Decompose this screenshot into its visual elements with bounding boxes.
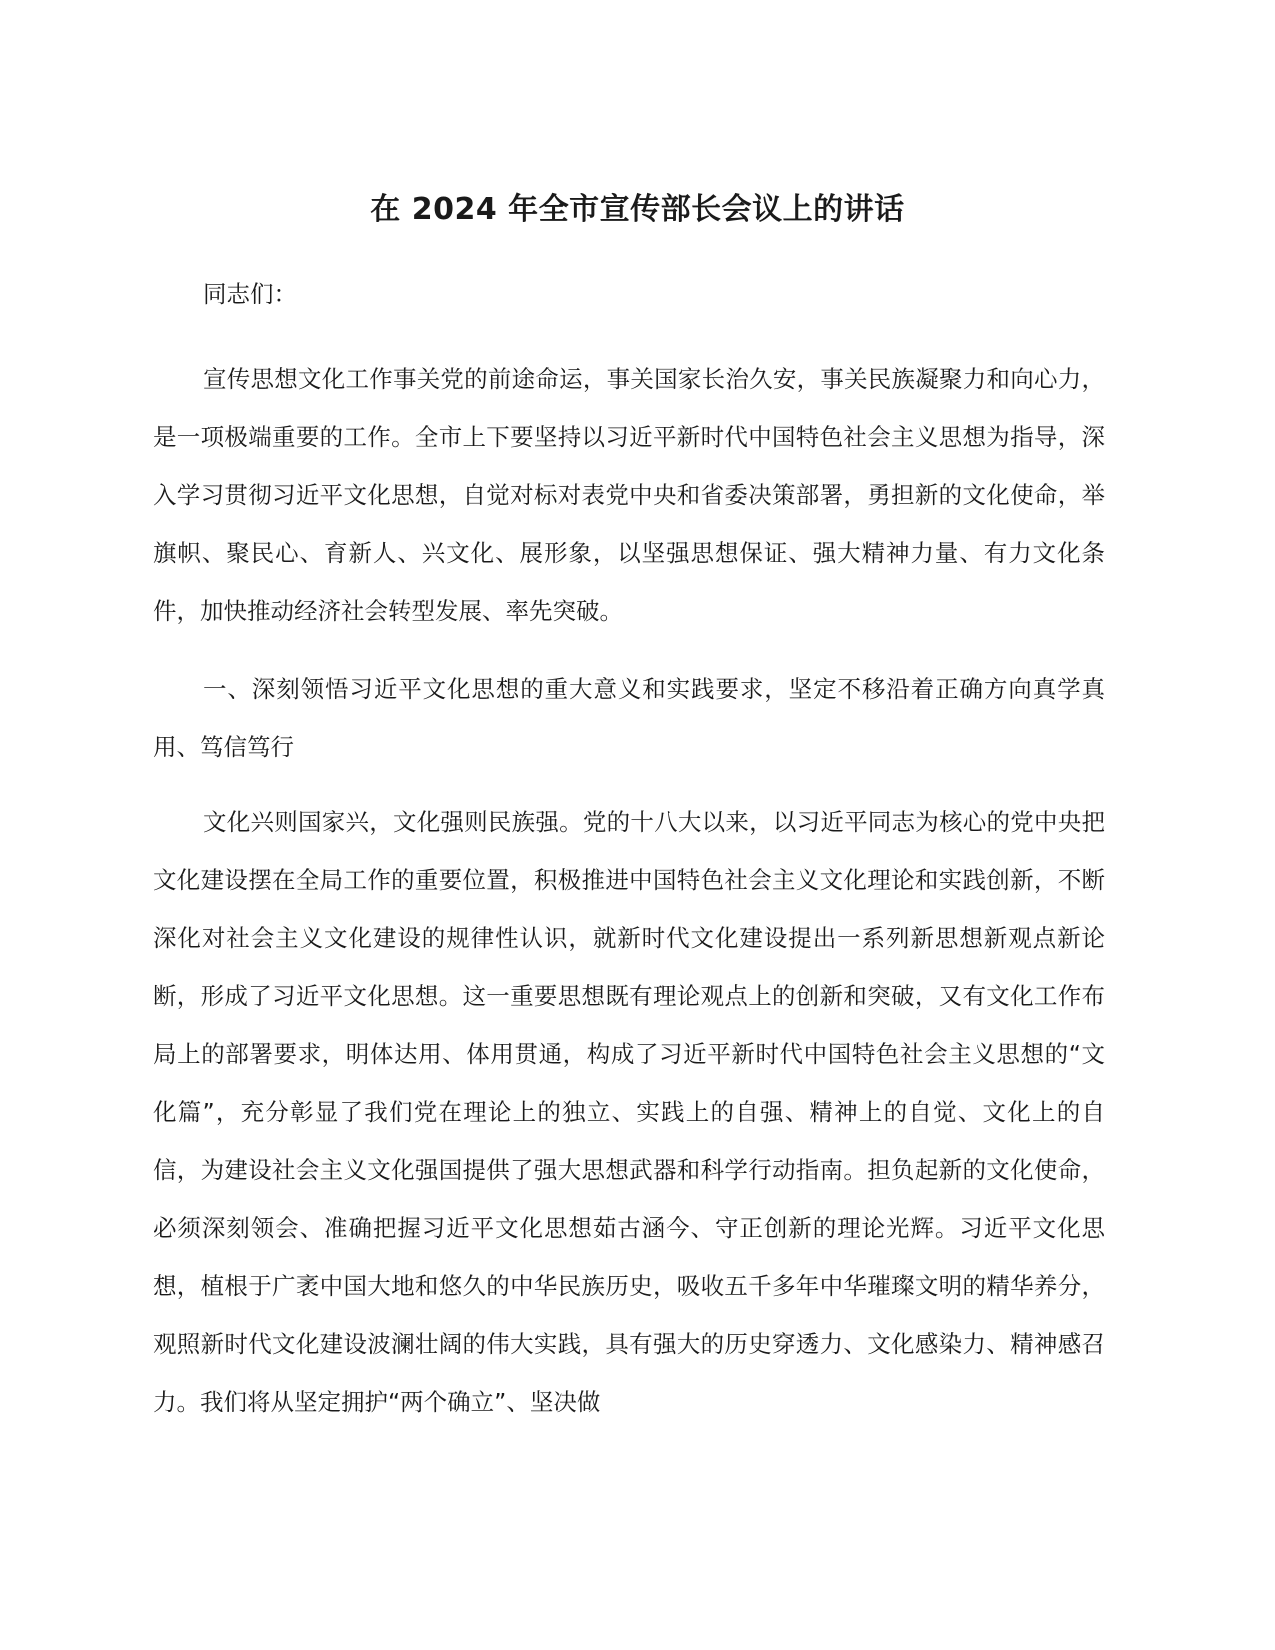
section-heading-1: 一、深刻领悟习近平文化思想的重大意义和实践要求，坚定不移沿着正确方向真学真用、笃信笃行	[153, 675, 1105, 761]
document-title: 在 2024 年全市宣传部长会议上的讲话	[370, 192, 905, 227]
salutation: 同志们：	[203, 280, 297, 308]
paragraph-culture: 文化兴则国家兴，文化强则民族强。党的十八大以来，以习近平同志为核心的党中央把文化建设摆在全局工作的重要位置，积极推进中国特色社会主义文化理论和实践创新，不断深化对社会主义文化建设的规律性认识，就新时代文化建设提出一系列新思想新观点新论断，形成了习近平文化思想。这一重要思想既有理论观点上的创新和突破，又有文化工作布局上的部署要求，明体达用、体用贯通，构成了习近平新时代中国特色社会主义思想的“文化篇”，充分彰显了我们党在理论上的独立、实践上的自强、精神上的自觉、文化上的自信，为建设社会主义文化强国提供了强大思想武器和科学行动指南。担负起新的文化使命，必须深刻领会、准确把握习近平文化思想茹古涵今、守正创新的理论光辉。习近平文化思想，植根于广袤中国大地和悠久的中华民族历史，吸收五千多年中华璀璨文明的精华养分，观照新时代文化建设波澜壮阔的伟大实践，具有强大的历史穿透力、文化感染力、精神感召力。我们将从坚定拥护“两个确立”、坚决做	[153, 808, 1105, 1416]
paragraph-intro: 宣传思想文化工作事关党的前途命运，事关国家长治久安，事关民族凝聚力和向心力，是一项极端重要的工作。全市上下要坚持以习近平新时代中国特色社会主义思想为指导，深入学习贯彻习近平文化思想，自觉对标对表党中央和省委决策部署，勇担新的文化使命，举旗帜、聚民心、育新人、兴文化、展形象，以坚强思想保证、强大精神力量、有力文化条件，加快推动经济社会转型发展、率先突破。	[153, 365, 1105, 625]
